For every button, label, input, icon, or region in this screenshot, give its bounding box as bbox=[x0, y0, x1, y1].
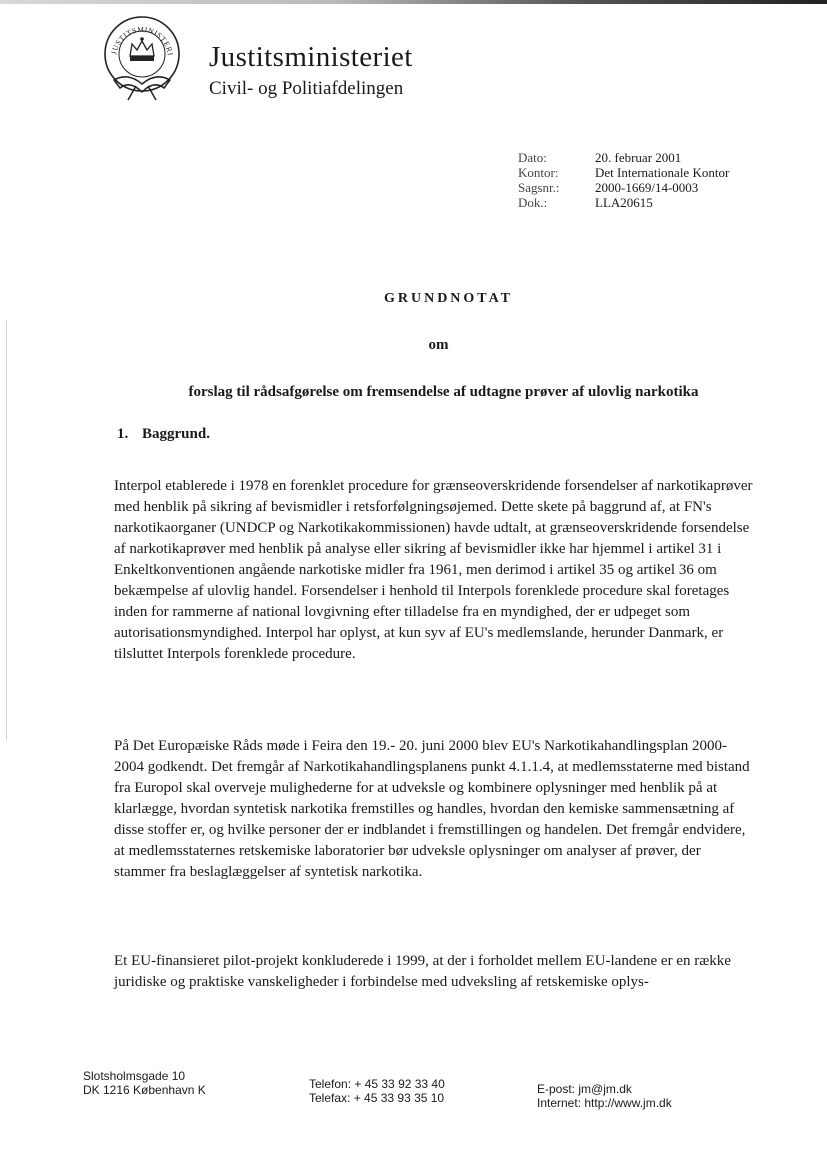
meta-value: Det Internationale Kontor bbox=[595, 165, 730, 180]
address-street: Slotsholmsgade 10 bbox=[83, 1069, 186, 1083]
body-paragraph: Interpol etablerede i 1978 en forenklet procedure for grænseoverskridende forsendelser af narkotikaprøver med henblik på sikring af bevismidler i retsforfølgningsøjemed. Dette skete på baggrund af, at FN's narkotikaorganer (UNDCP og Narkotikakommissionen) havde udtalt, at grænseoverskridende forsendelse af narkotikaprøver med henblik på analyse eller sikring af bevismidler ikke har hjemmel i artikel 31 i Enkeltkonventionen angående narkotiske midler fra 1961, men derimod i artikel 35 og artikel 36 om bekæmpelse af ulovlig handel. Forsendelser i henhold til Interpols forenklede procedure skal foretages inden for rammerne af national lovgivning efter tilladelse fra en myndighed, der er udpeget som autorisationsmyndighed. Interpol har oplyst, at kun syv af EU's medlemslande, herunder Danmark, er tilsluttet Interpols forenklede procedure. bbox=[114, 478, 753, 662]
meta-row-office bbox=[518, 165, 729, 180]
email-address: E-post: jm@jm.dk bbox=[537, 1082, 632, 1096]
meta-label: Sagsnr.: bbox=[518, 180, 560, 195]
meta-value: 20. februar 2001 bbox=[595, 150, 682, 165]
website-address: Internet: http://www.jm.dk bbox=[537, 1096, 672, 1110]
document-title: GRUNDNOTAT bbox=[383, 291, 514, 306]
ministry-name: Justitsministeriet bbox=[209, 41, 413, 73]
document-metadata bbox=[518, 150, 729, 210]
address-postal: DK 1216 København K bbox=[83, 1083, 206, 1097]
meta-row-date bbox=[518, 150, 729, 165]
meta-label: Dok.: bbox=[518, 195, 548, 210]
meta-value: 2000-1669/14-0003 bbox=[595, 180, 699, 195]
ministry-seal-icon bbox=[100, 14, 184, 104]
top-border bbox=[0, 0, 827, 4]
document-title-om: om bbox=[428, 337, 449, 353]
meta-label: Dato: bbox=[518, 150, 547, 165]
department-name: Civil- og Politiafdelingen bbox=[209, 78, 404, 99]
footer-phone bbox=[309, 1077, 445, 1105]
meta-row-document bbox=[518, 195, 729, 210]
scan-margin-line bbox=[6, 320, 7, 740]
body-paragraph: Et EU-finansieret pilot-projekt konkluderede i 1999, at der i forholdet mellem EU-landene er en række juridiske og praktiske vanskeligheder i forbindelse med udveksling af retskemiske oplys- bbox=[114, 953, 731, 990]
document-subject: forslag til rådsafgørelse om fremsendelse af udtagne prøver af ulovlig narkotika bbox=[188, 384, 699, 400]
seal-text: JUSTITSMINISTERI bbox=[109, 24, 175, 57]
footer-address bbox=[83, 1069, 206, 1097]
meta-label: Kontor: bbox=[518, 165, 559, 180]
section-title: Baggrund. bbox=[142, 426, 210, 442]
meta-row-case-number bbox=[518, 180, 729, 195]
meta-value: LLA20615 bbox=[595, 195, 653, 210]
letterhead bbox=[209, 42, 413, 100]
phone-number: Telefon: + 45 33 92 33 40 bbox=[309, 1077, 445, 1091]
section-heading bbox=[117, 426, 210, 443]
body-paragraph: På Det Europæiske Råds møde i Feira den 19.- 20. juni 2000 blev EU's Narkotikahandlingsplan 2000-2004 godkendt. Det fremgår af Narkotikahandlingsplanens punkt 4.1.1.4, at medlemsstaterne med bistand fra Europol skal overveje mulighederne for at udveksle og kombinere oplysninger med henblik på at klarlægge, hvordan syntetisk narkotika fremstilles og handles, hvordan den kemiske sammensætning af disse stoffer er, og hvilke personer der er indblandet i fremstillingen og handelen. Det fremgår endvidere, at medlemsstaternes retskemiske laboratorier bør udveksle oplysninger om analyser af prøver, der stammer fra beslaglæggelser af syntetisk narkotika. bbox=[114, 738, 750, 880]
section-number: 1. bbox=[117, 426, 129, 442]
footer-contact bbox=[537, 1082, 672, 1110]
fax-number: Telefax: + 45 33 93 35 10 bbox=[309, 1091, 445, 1105]
